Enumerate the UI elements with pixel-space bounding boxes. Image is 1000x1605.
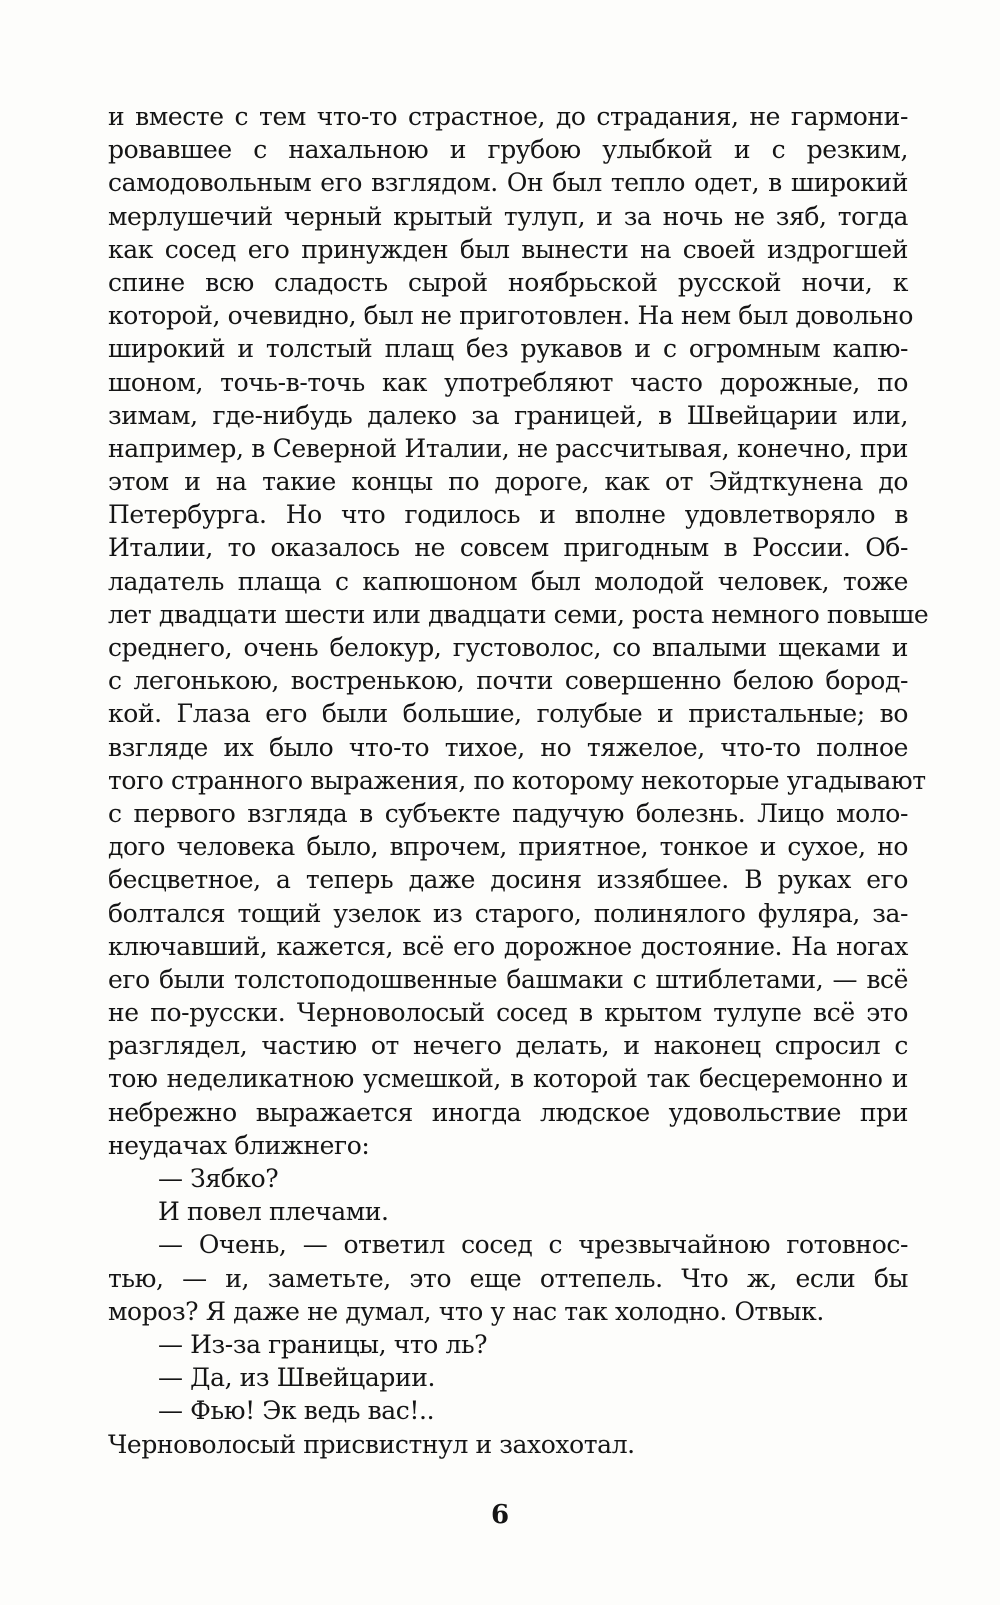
text-line: с первого взгляда в субъекте падучую болезнь. Лицо моло- (108, 798, 908, 828)
text-line: ключавший, кажется, всё его дорожное достояние. На ногах (108, 931, 908, 961)
text-line: ладатель плаща с капюшоном был молодой человек, тоже (108, 566, 908, 596)
text-line: бесцветное, а теперь даже досиня иззябшее. В руках его (108, 865, 908, 895)
text-line: мороз? Я даже не думал, что у нас так холодно. Отвык. (108, 1296, 824, 1326)
text-line: не по-русски. Черноволосый сосед в крытом тулупе всё это (108, 998, 908, 1028)
text-line: ровавшее с нахальною и грубою улыбкой и с резким, (108, 135, 908, 165)
text-line: кой. Глаза его были большие, голубые и пристальные; во (108, 699, 908, 729)
text-line: небрежно выражается иногда людское удовольствие при (108, 1097, 908, 1127)
text-line: этом и на такие концы по дороге, как от Эйдткунена до (108, 467, 908, 497)
text-line: его были толстоподошвенные башмаки с штиблетами, — всё (108, 964, 908, 994)
text-line: тою неделикатною усмешкой, в которой так бесцеремонно и (108, 1064, 908, 1094)
dialogue-line: — Очень, — ответил сосед с чрезвычайною готовнос- (158, 1230, 908, 1260)
text-line: среднего, очень белокур, густоволос, со впалыми щеками и (108, 633, 908, 662)
dialogue-line: — Фью! Эк ведь вас!.. (158, 1396, 435, 1426)
page-number: 6 (490, 1500, 510, 1530)
dialogue-line: — Из-за границы, что ль? (158, 1329, 488, 1359)
text-line: того странного выражения, по которому некоторые угадывают (108, 765, 926, 795)
text-line: зимам, где-нибудь далеко за границей, в Швейцарии или, (108, 400, 908, 430)
text-line: И повел плечами. (158, 1197, 389, 1227)
body-text (108, 100, 929, 1461)
text-line: тью, — и, заметьте, это еще оттепель. Что ж, если бы (108, 1263, 908, 1293)
text-line: разглядел, частию от нечего делать, и наконец спросил с (108, 1031, 908, 1061)
text-line: шоном, точь-в-точь как употребляют часто дорожные, по (108, 367, 908, 397)
text-line: самодовольным его взглядом. Он был тепло одет, в широкий (108, 168, 908, 198)
dialogue-line: — Зябко? (158, 1164, 279, 1193)
text-line: Италии, то оказалось не совсем пригодным в России. Об- (108, 533, 908, 563)
text-line: лет двадцати шести или двадцати семи, роста немного повыше (108, 599, 929, 629)
text-line: спине всю сладость сырой ноябрьской русской ночи, к (108, 267, 908, 297)
text-line: неудачах ближнего: (108, 1130, 370, 1160)
text-line: с легонькою, востренькою, почти совершенно белою бород- (108, 666, 908, 696)
text-line: широкий и толстый плащ без рукавов и с огромным капю- (108, 334, 908, 364)
text-line: взгляде их было что-то тихое, но тяжелое, что-то полное (108, 732, 908, 762)
dialogue-line: — Да, из Швейцарии. (158, 1363, 436, 1393)
text-line: болтался тощий узелок из старого, полинялого фуляра, за- (108, 898, 908, 928)
text-line: мерлушечий черный крытый тулуп, и за ночь не зяб, тогда (108, 201, 908, 231)
text-line: как сосед его принужден был вынести на своей издрогшей (108, 234, 908, 264)
text-line: которой, очевидно, был не приготовлен. На нем был довольно (108, 301, 913, 331)
text-line: Черноволосый присвистнул и захохотал. (108, 1429, 635, 1459)
text-line: Петербурга. Но что годилось и вполне удовлетворяло в (108, 500, 908, 530)
text-line: например, в Северной Италии, не рассчитывая, конечно, при (108, 433, 908, 463)
text-line: и вместе с тем что-то страстное, до страдания, не гармони- (108, 102, 908, 131)
text-line: дого человека было, впрочем, приятное, тонкое и сухое, но (108, 832, 908, 862)
